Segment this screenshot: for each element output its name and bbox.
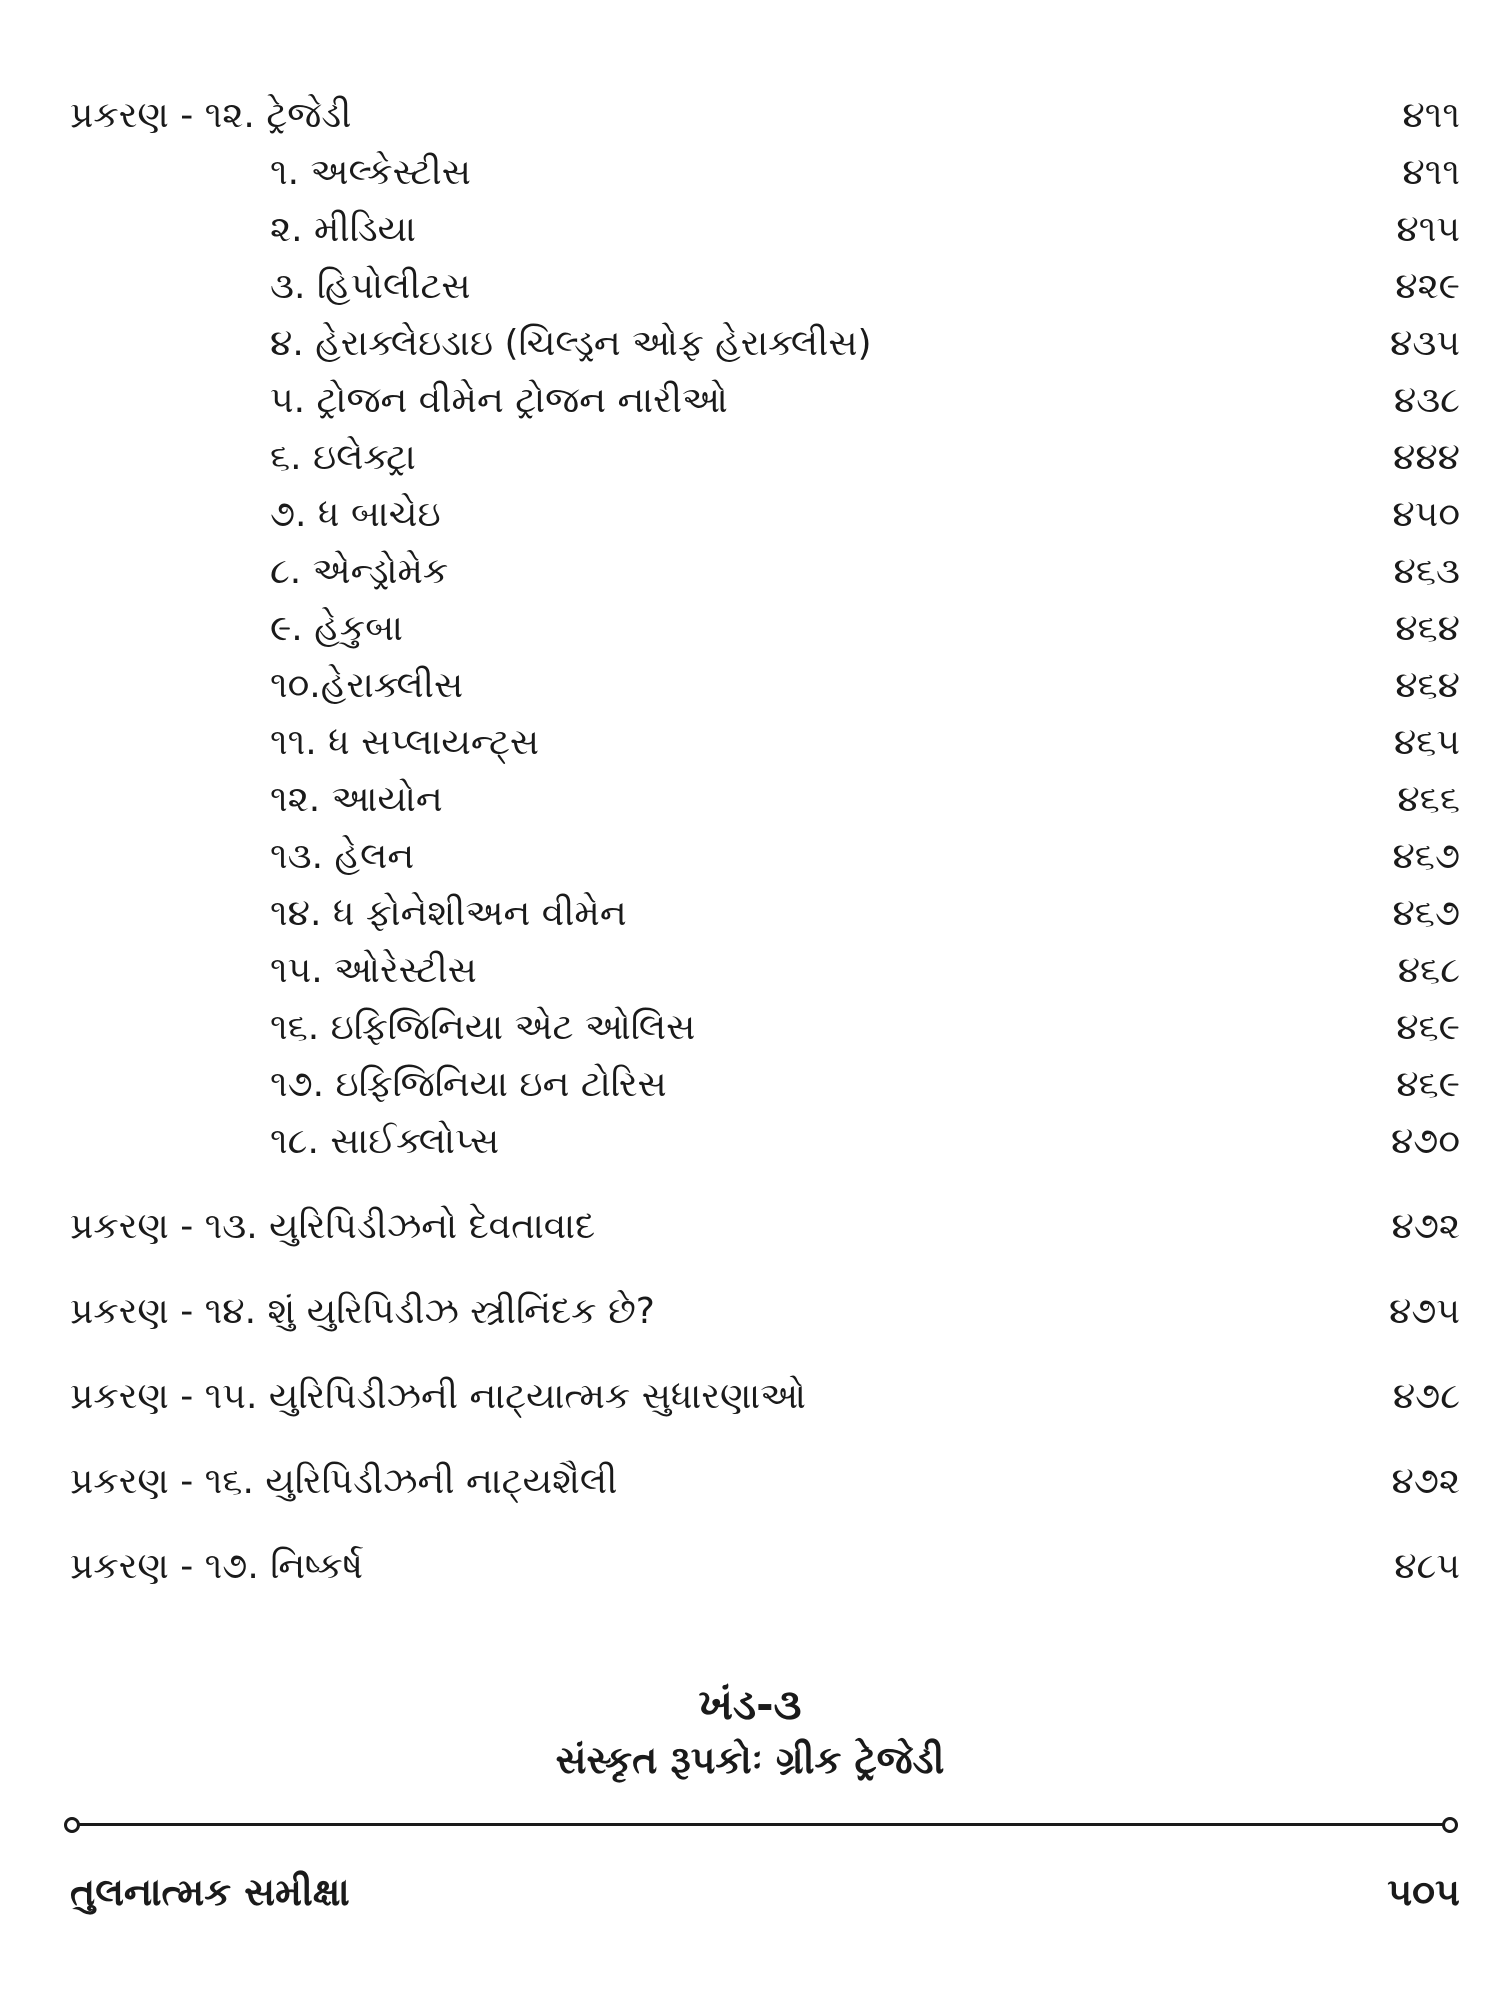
toc-entry-page: ૪૬૪ — [1395, 665, 1460, 706]
toc-play-item — [70, 664, 1460, 707]
toc-final-entry — [70, 1870, 1460, 1916]
toc-entry-page: ૪૬૫ — [1393, 722, 1460, 763]
toc-entry-title: ૬. ઇલેક્ટ્રા — [270, 437, 416, 478]
toc-entry-page: ૪૪૪ — [1393, 437, 1460, 478]
toc-entry-page: ૪૬૩ — [1393, 551, 1460, 592]
section-subheading: સંસ્કૃત રૂપકોઃ ગ્રીક ટ્રેજેડી — [555, 1738, 945, 1782]
toc-entry-page: ૪૬૯ — [1396, 1064, 1460, 1105]
toc-play-item — [70, 208, 1460, 251]
toc-chapter-15 — [70, 1375, 1460, 1418]
toc-play-item — [70, 607, 1460, 650]
toc-play-item — [70, 151, 1460, 194]
toc-entry-page: ૪૬૪ — [1395, 608, 1460, 649]
toc-entry-title: તુલનાત્મક સમીક્ષા — [70, 1870, 350, 1914]
divider-end-circle — [1442, 1817, 1458, 1833]
toc-entry-title: ૧૩. હેલન — [270, 836, 415, 877]
section-heading: ખંડ-૩ — [698, 1680, 802, 1729]
toc-play-item — [70, 322, 1460, 365]
toc-entry-page: ૪૨૯ — [1395, 266, 1460, 307]
toc-entry-title: ૧. અલ્કેસ્ટીસ — [270, 152, 471, 193]
toc-entry-page: ૪૮૫ — [1394, 1546, 1460, 1587]
toc-entry-page: ૪૩૫ — [1390, 323, 1460, 364]
toc-entry-title: ૨. મીડિયા — [270, 209, 416, 250]
toc-play-item — [70, 436, 1460, 479]
toc-chapter-17 — [70, 1545, 1460, 1588]
toc-entry-title: ૫. ટ્રોજન વીમેન ટ્રોજન નારીઓ — [270, 380, 728, 421]
toc-chapter-13 — [70, 1205, 1460, 1248]
toc-entry-page: ૪૩૮ — [1393, 380, 1460, 421]
toc-entry-title: ૪. હેરાક્લેઇડાઇ (ચિલ્ડ્રન ઓફ હેરાક્લીસ) — [270, 323, 872, 364]
toc-chapter-14 — [70, 1290, 1460, 1333]
toc-play-item — [70, 550, 1460, 593]
toc-entry-title: ૭. ધ બાચેઇ — [270, 494, 441, 535]
toc-entry-title: ૧૦.હેરાક્લીસ — [270, 665, 464, 706]
toc-play-item — [70, 778, 1460, 821]
toc-entry-title: ૩. હિપોલીટસ — [270, 266, 471, 307]
toc-entry-page: ૪૬૭ — [1392, 893, 1460, 934]
toc-entry-page: ૪૭૫ — [1389, 1291, 1460, 1332]
toc-entry-page: ૪૭૨ — [1391, 1461, 1460, 1502]
toc-entry-page: ૪૭૨ — [1391, 1206, 1460, 1247]
toc-play-item — [70, 265, 1460, 308]
toc-entry-title: પ્રકરણ - ૧૬. યુરિપિડીઝની નાટ્યશૈલી — [70, 1461, 618, 1502]
toc-play-item — [70, 1120, 1460, 1163]
toc-entry-page: ૪૧૧ — [1402, 95, 1460, 136]
toc-chapter-12 — [70, 94, 1460, 137]
divider-end-circle — [64, 1817, 80, 1833]
toc-entry-page: ૪૬૮ — [1397, 950, 1460, 991]
toc-play-item — [70, 949, 1460, 992]
toc-entry-title: પ્રકરણ - ૧૨. ટ્રેજેડી — [70, 95, 352, 136]
toc-entry-title: પ્રકરણ - ૧૩. યુરિપિડીઝનો દેવતાવાદ — [70, 1206, 596, 1247]
toc-entry-page: ૪૬૬ — [1397, 779, 1460, 820]
toc-play-item — [70, 892, 1460, 935]
toc-play-item — [70, 835, 1460, 878]
toc-entry-title: ૮. એન્ડ્રોમેક — [270, 551, 449, 592]
toc-entry-title: ૧૬. ઇફિજિનિયા એટ ઓલિસ — [270, 1007, 696, 1048]
toc-play-item — [70, 721, 1460, 764]
toc-play-item — [70, 379, 1460, 422]
toc-entry-title: ૧૮. સાઈક્લોપ્સ — [270, 1121, 500, 1162]
toc-entry-title: ૧૨. આયોન — [270, 779, 443, 820]
divider-line — [78, 1823, 1444, 1826]
toc-entry-title: પ્રકરણ - ૧૪. શું યુરિપિડીઝ સ્ત્રીનિંદક છે? — [70, 1291, 655, 1332]
toc-entry-title: ૯. હેકુબા — [270, 608, 403, 649]
toc-play-item — [70, 1006, 1460, 1049]
toc-entry-page: ૪૬૭ — [1392, 836, 1460, 877]
toc-entry-title: ૧૭. ઇફિજિનિયા ઇન ટોરિસ — [270, 1064, 667, 1105]
toc-entry-page: ૪૧૫ — [1396, 209, 1460, 250]
toc-entry-title: ૧૫. ઓરેસ્ટીસ — [270, 950, 477, 991]
toc-entry-page: ૪૫૦ — [1392, 494, 1460, 535]
toc-entry-page: ૪૭૦ — [1390, 1121, 1460, 1162]
toc-entry-title: પ્રકરણ - ૧૫. યુરિપિડીઝની નાટ્યાત્મક સુધારણાઓ — [70, 1376, 806, 1417]
toc-play-item — [70, 1063, 1460, 1106]
toc-play-item — [70, 493, 1460, 536]
toc-entry-page: ૪૧૧ — [1402, 152, 1460, 193]
toc-entry-title: ૧૪. ધ ફોનેશીઅન વીમેન — [270, 893, 627, 934]
toc-entry-title: પ્રકરણ - ૧૭. નિષ્કર્ષ — [70, 1546, 363, 1587]
toc-entry-page: ૪૬૯ — [1396, 1007, 1460, 1048]
toc-entry-page: ૫૦૫ — [1387, 1870, 1460, 1914]
toc-entry-page: ૪૭૮ — [1392, 1376, 1460, 1417]
toc-entry-title: ૧૧. ધ સપ્લાયન્ટ્સ — [270, 722, 540, 763]
toc-chapter-16 — [70, 1460, 1460, 1503]
